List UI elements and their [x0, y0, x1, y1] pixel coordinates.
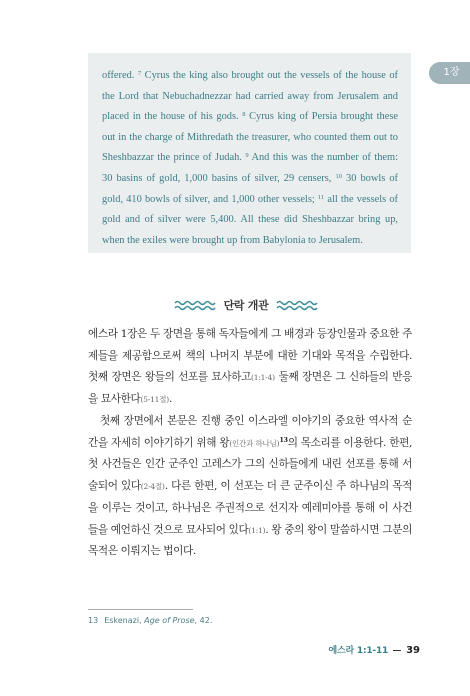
running-title: 에스라 1:1-11: [328, 646, 389, 656]
body-paragraph: 첫째 장면에서 본문은 진행 중인 이스라엘 이야기의 중요한 역사적 순간을 자세히 이야기하기 위해 왕(인간과 하나님)$^{13}$의 목소리를 이용한다. 한편, 첫 사건들은 인간 군주인 고레스가 그의 신하들에게 내린 선포를 통해 서술되어 있다(2-4절). 다른 한편, 이 선포는 더 큰 군주이신 주 하나님의 목적을 이루는 것이고, 하나님은 주권적으로 선지자 예레미야를 통해 이 사건들을 예언하신 것으로 묘사되어 있다(1:1). 왕 중의 왕이 말씀하시면 그분의 목적은 이뤄지는 법이다.: [88, 415, 413, 558]
scripture-reference: (1:1-4): [251, 373, 275, 383]
parenthetical-note: (인간과 하나님): [229, 438, 280, 448]
running-footer: [328, 643, 420, 656]
verse-number: 9: [245, 152, 249, 160]
footnote: 13 Eskenazi, Age of Prose, 42.: [88, 616, 213, 625]
wave-ornament-right-icon: [276, 299, 318, 311]
section-heading: [170, 297, 322, 313]
body-paragraph: 에스라 1장은 두 장면을 통해 독자들에게 그 배경과 등장인물과 중요한 주제들을 제공함으로써 책의 나머지 부분에 대한 기대와 목적을 수립한다. 첫째 장면은 왕들의 선포를 묘사하고(1:1-4) 둘째 장면은 그 신하들의 반응을 묘사한다(5-11절).: [88, 328, 412, 406]
footnote-divider: [88, 609, 193, 610]
footnote-number: 13: [88, 616, 99, 625]
verse-number: 8: [242, 111, 246, 119]
section-heading-text: 단락 개관: [223, 299, 269, 312]
page-number: 39: [406, 645, 420, 656]
chapter-tab: 1장: [429, 62, 470, 84]
footnote-reference[interactable]: 13: [279, 435, 288, 444]
verse-number: 11: [317, 193, 325, 201]
verse-number: 10: [335, 172, 342, 180]
wave-ornament-left-icon: [174, 299, 216, 311]
footnote-work-title: Age of Prose: [144, 616, 195, 625]
footer-dash: [393, 650, 401, 651]
scripture-reference: (2-4절): [140, 482, 165, 492]
scripture-quote: offered. $^7$ Cyrus the king also brought out the vessels of the house of the Lord that Nebuchadnezzar had carried away from Jerusalem and placed in the house of his gods. $^8$ Cyrus king of Persia brought these out in the charge of Mithredath the treasurer, who counted them out to Sheshbazzar the prince of Judah. $^9$ And this was the number of them: 30 basins of gold, 1,000 basins of silver, 29 censers, $^{10}$ 30 bowls of gold, 410 bowls of silver, and 1,000 other vessels; $^{11}$ all the vessels of gold and of silver were 5,400. All these did Sheshbazzar bring up, when the exiles were brought up from Babylonia to Jerusalem.: [102, 70, 399, 246]
verse-number: 7: [137, 70, 142, 77]
scripture-reference: (5-11절): [140, 395, 169, 405]
scripture-reference: (1:1): [248, 525, 266, 535]
